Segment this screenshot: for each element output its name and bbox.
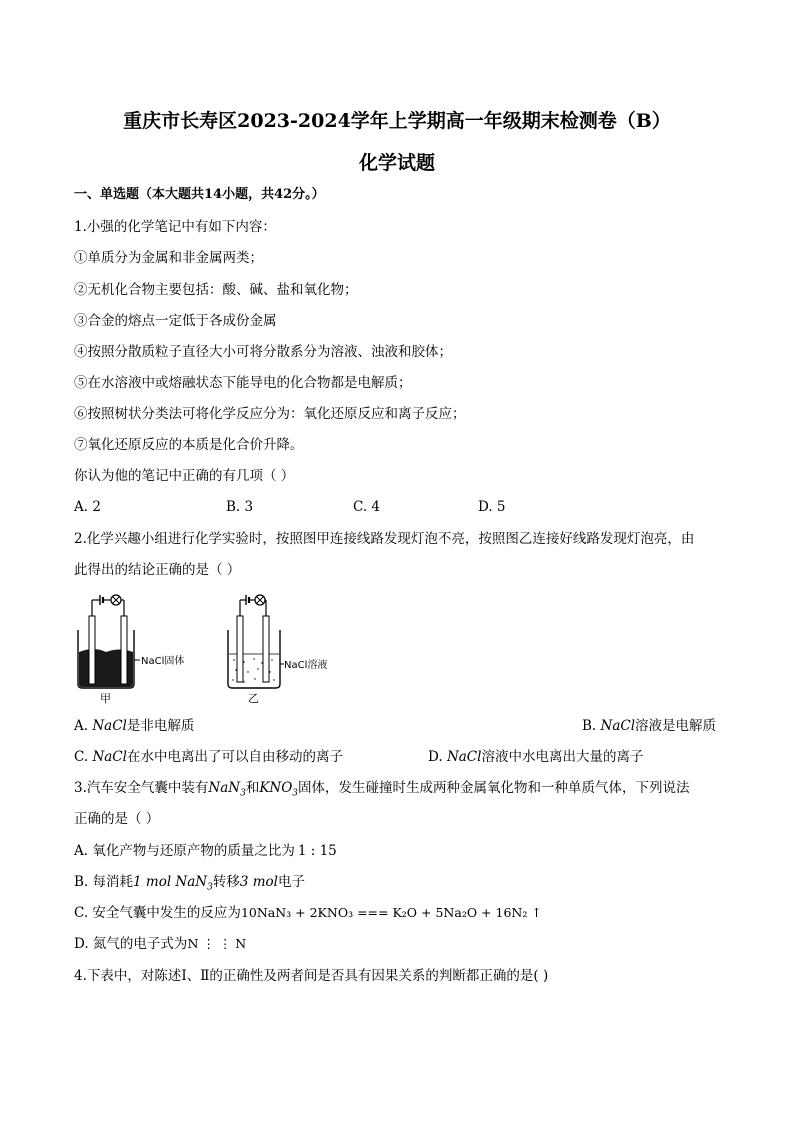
q2-stem-line1: 2.化学兴趣小组进行化学实验时，按照图甲连接线路发现灯泡不亮，按照图乙连接好线路发现灯泡亮，由 [74,531,695,547]
figure-jia [74,592,204,704]
q3-stem-line1: 3.汽车安全气囊中装有NaN$_3$和$KNO_3$固体，发生碰撞时生成两种金属氧化物和一种单质气体，下列说法 [74,780,690,799]
page-title: 重庆市长寿区2023-2024学年上学期高一年级期末检测卷（B） [123,110,671,132]
q1-item-5: ⑤在水溶液中或熔融状态下能导电的化合物都是电解质； [74,375,412,391]
q1-item-1: ①单质分为金属和非金属两类； [74,250,263,266]
q1-option-a: A. 2 [74,499,101,515]
q2-option-b: B. NaCl溶液是电解质 [582,718,717,734]
section-header: 一、单选题（本大题共14小题，共42分。） [74,187,325,202]
fig-jia-label: NaCl固体 [141,656,185,667]
q1-stem: 1.小强的化学笔记中有如下内容： [74,219,276,235]
q3-option-b: B. 每消耗1 mol NaN$_3$转移3 mol电子 [74,874,305,893]
q1-option-c: C. 4 [353,499,381,515]
q1-item-6: ⑥按照树状分类法可将化学反应分为：氧化还原反应和离子反应； [74,406,466,422]
q2-stem-line2: 此得出的结论正确的是（ ） [74,562,241,578]
q2-option-c: C. NaCl在水中电离出了可以自由移动的离子 [74,749,343,765]
figure-yi [226,592,366,704]
q3-stem-line2: 正确的是（ ） [74,811,160,827]
q2-option-d: D. NaCl溶液中水电离出大量的离子 [428,749,644,765]
q1-item-2: ②无机化合物主要包括：酸、碱、盐和氧化物； [74,282,358,298]
q1-option-d: D. 5 [478,499,506,515]
q1-ask: 你认为他的笔记中正确的有几项（ ） [74,468,295,484]
q4-stem: 4.下表中，对陈述Ⅰ、Ⅱ的正确性及两者间是否具有因果关系的判断都正确的是( ) [74,968,549,984]
q3-option-c: C. 安全气囊中发生的反应为10NaN₃ + 2KNO₃ === K₂O + 5Na₂O + 16N₂ ↑ [74,905,542,921]
q3-option-a: A. 氧化产物与还原产物的质量之比为 1 : 15 [74,843,337,859]
fig-yi-caption: 乙 [248,692,259,704]
fig-yi-label: NaCl溶液 [284,660,328,671]
fig-jia-caption: 甲 [100,692,111,704]
q2-option-a: A. NaCl是非电解质 [74,718,195,734]
q1-item-3: ③合金的熔点一定低于各成份金属 [74,313,277,329]
page-subtitle: 化学试题 [358,152,435,174]
q1-item-7: ⑦氧化还原反应的本质是化合价升降。 [74,437,304,453]
q1-option-b: B. 3 [226,499,254,515]
q1-item-4: ④按照分散质粒子直径大小可将分散系分为溶液、浊液和胶体； [74,344,452,360]
q3-option-d: D. 氮气的电子式为N ⋮ ⋮ N [74,936,247,952]
